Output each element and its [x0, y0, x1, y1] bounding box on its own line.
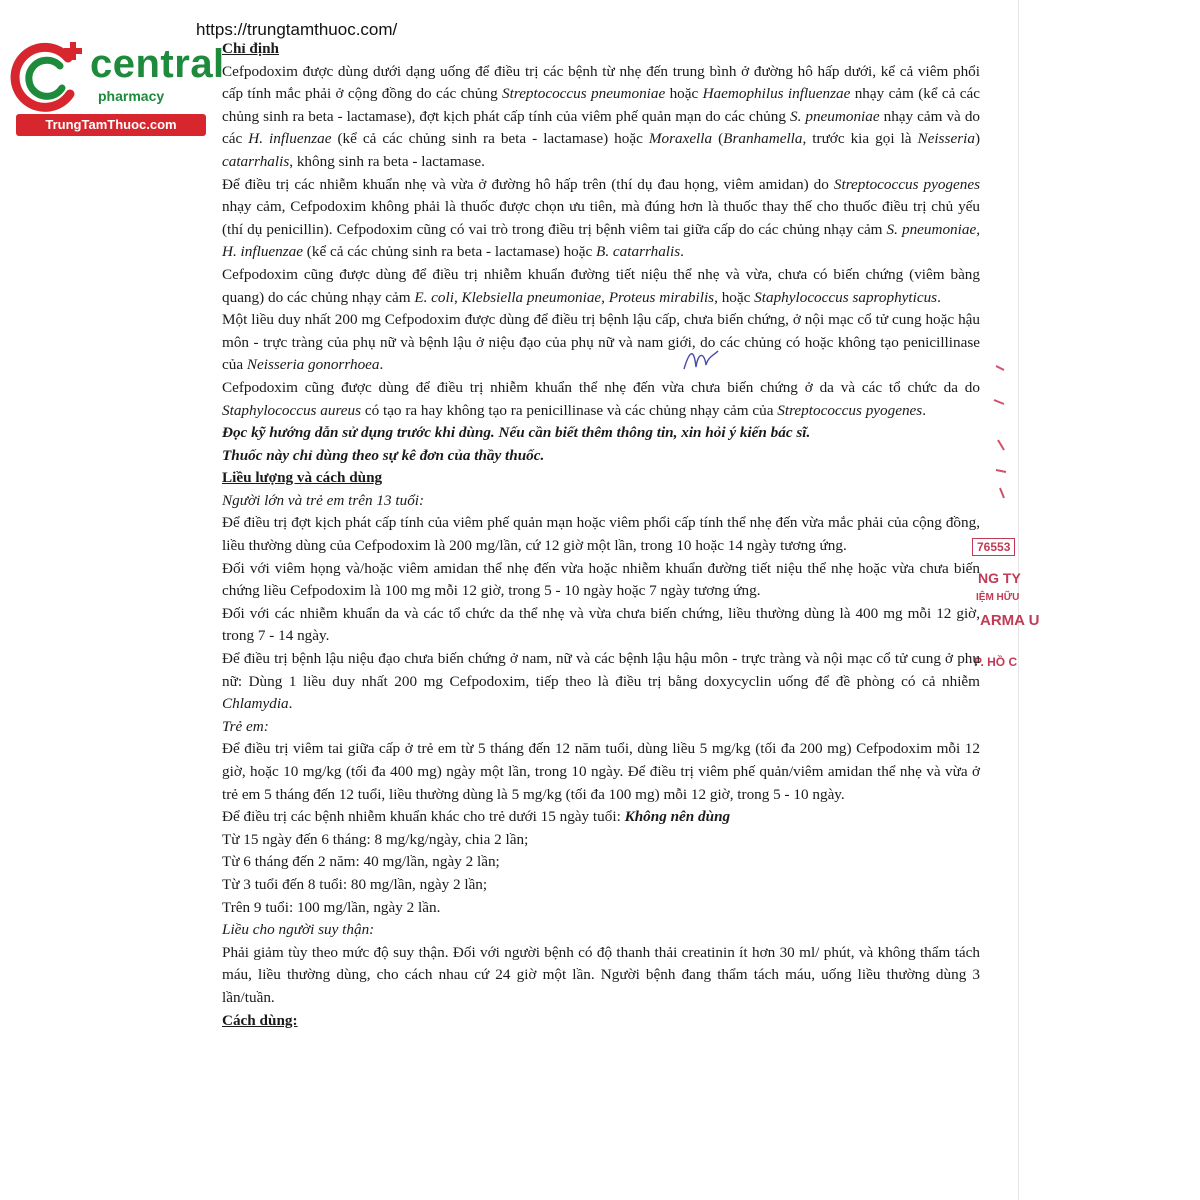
- species-name: B. catarrhalis: [596, 243, 681, 261]
- source-url[interactable]: https://trungtamthuoc.com/: [196, 20, 398, 39]
- paragraph: [222, 648, 980, 716]
- text-run: Cefpodoxim cũng được dùng để điều trị nhiễm khuẩn thể nhẹ đến vừa chưa biến chứng ở da và các tổ chức da do: [222, 378, 980, 396]
- text-run: Để điều trị các bệnh nhiễm khuẩn khác cho trẻ dưới 15 ngày tuổi:: [222, 808, 625, 826]
- text-run: .: [680, 243, 684, 261]
- paragraph: [222, 61, 980, 174]
- species-name: Streptococcus pyogenes: [777, 401, 923, 419]
- species-name: Streptococcus pneumoniae: [502, 85, 666, 103]
- warning-read-instructions: Đọc kỹ hướng dẫn sử dụng trước khi dùng. Nếu cần biết thêm thông tin, xin hỏi ý kiến bác sĩ.: [222, 424, 811, 442]
- section-title-dosage: Liều lượng và cách dùng: [222, 469, 383, 487]
- species-name: S. pneumoniae, H. influenzae: [222, 220, 981, 261]
- text-run: , không sinh ra beta - lactamase.: [289, 152, 485, 170]
- logo-wordmark: central: [90, 42, 225, 86]
- species-name: Neisseria: [917, 130, 975, 148]
- text-run: , hoặc: [714, 288, 755, 306]
- logo-site-band: TrungTamThuoc.com: [16, 114, 206, 136]
- species-name: Haemophilus influenzae: [702, 85, 851, 103]
- paragraph: [222, 309, 980, 377]
- dose-line: Từ 6 tháng đến 2 năm: 40 mg/lần, ngày 2 lần;: [222, 853, 500, 871]
- text-run: .: [937, 288, 941, 306]
- species-name: Branhamella: [723, 130, 803, 148]
- leaflet-body: [222, 38, 980, 1032]
- paragraph: Để điều trị viêm tai giữa cấp ở trẻ em từ 5 tháng đến 12 năm tuổi, dùng liều 5 mg/kg (tối đa 200 mg) Cefpodoxim mỗi 12 giờ, hoặc 10 mg/kg (tối đa 400 mg) ngày một lần, trong 10 ngày. Để điều trị viêm phế quản/viêm amidan thể nhẹ và vừa ở trẻ em 5 tháng đến 12 tuổi, liều thường dùng là 5 mg/kg (tối đa 100 mg) mỗi 12 giờ, trong 5 - 10 ngày.: [222, 740, 980, 803]
- text-run: .: [922, 401, 926, 419]
- text-run: Cefpodoxim cũng được dùng để điều trị nhiễm khuẩn đường tiết niệu thể nhẹ và vừa, chưa có biến chứng (viêm bàng quang) do các chủng nhạy cảm: [222, 265, 980, 306]
- text-run: nhạy cảm, Cefpodoxim không phải là thuốc được chọn ưu tiên, mà đúng hơn là thuốc thay thế cho thuốc điều trị chủ yếu (thí dụ penicillin). Cefpodoxim cũng có vai trò trong điều trị bệnh viêm tai giữa cấp do các chủng nhạy cảm: [222, 198, 980, 238]
- paragraph: Đối với viêm họng và/hoặc viêm amidan thể nhẹ đến vừa hoặc nhiễm khuẩn đường tiết niệu thể nhẹ hoặc vừa chưa biến chứng liều Cefpodoxim là 100 mg mỗi 12 giờ, trong 5 - 10 ngày hoặc 7 ngày tương ứng.: [222, 559, 980, 600]
- text-run: (kể cả các chủng sinh ra beta - lactamase) hoặc: [331, 130, 649, 148]
- text-run: ): [974, 130, 980, 148]
- text-run: .: [288, 695, 293, 713]
- species-name: Moraxella: [648, 130, 713, 148]
- text-run: .: [379, 356, 384, 374]
- species-name: H. influenzae: [248, 130, 332, 148]
- stamp-line: NG TY: [978, 570, 1021, 586]
- stamp-line: P. HỒ C: [974, 655, 1018, 669]
- subsection-children: Trẻ em:: [222, 717, 269, 735]
- pharmacy-logo[interactable]: [10, 36, 225, 138]
- species-name: Neisseria gonorrhoea: [246, 356, 380, 374]
- subsection-adults: Người lớn và trẻ em trên 13 tuổi:: [222, 491, 425, 509]
- text-run: (: [712, 130, 724, 148]
- text-run: Để điều trị các nhiễm khuẩn nhẹ và vừa ở đường hô hấp trên (thí dụ đau họng, viêm amidan) do: [222, 175, 834, 193]
- species-name: Staphylococcus saprophyticus: [754, 288, 938, 306]
- species-name: Staphylococcus aureus: [222, 401, 362, 419]
- species-name: Streptococcus pyogenes: [833, 175, 981, 193]
- paragraph: [222, 806, 980, 829]
- text-run: Cefpodoxim được dùng dưới dạng uống để điều trị các bệnh từ nhẹ đến trung bình ở đường hô hấp dưới, kể cả viêm phổi cấp tính mắc phải ở cộng đồng do các chủng: [222, 62, 980, 103]
- dose-line: Từ 15 ngày đến 6 tháng: 8 mg/kg/ngày, chia 2 lần;: [222, 830, 529, 848]
- species-name: catarrhalis: [222, 152, 290, 170]
- red-seal-fragment: [990, 360, 1010, 500]
- paragraph: Đối với các nhiễm khuẩn da và các tổ chức da thể nhẹ và vừa chưa biến chứng, liều thường dùng là 400 mg mỗi 12 giờ, trong 7 - 14 ngày.: [222, 604, 980, 645]
- paragraph: [222, 264, 980, 309]
- logo-subtitle: pharmacy: [98, 88, 165, 104]
- species-name: S. pneumoniae: [789, 107, 880, 125]
- text-run: Một liều duy nhất 200 mg Cefpodoxim được dùng để điều trị bệnh lậu cấp, chưa biến chứng, ở nội mạc cổ tử cung hoặc hậu môn - trực tràng của phụ nữ và bệnh lậu ở niệu đạo của phụ nữ và nam giới, do các chủng có hoặc không tạo penicillinase của: [222, 311, 980, 374]
- text-run: , trước kia gọi là: [802, 130, 918, 148]
- paragraph: Phải giảm tùy theo mức độ suy thận. Đối với người bệnh có độ thanh thải creatinin ít hơn 30 ml/ phút, và không thẩm tách máu, liều thường dùng, cho cách nhau cứ 24 giờ một lần. Người bệnh đang thẩm tách máu, uống liều thường dùng 3 lần/tuần.: [222, 943, 980, 1006]
- paragraph: Để điều trị đợt kịch phát cấp tính của viêm phế quản mạn hoặc viêm phổi cấp tính thể nhẹ đến vừa mắc phải của cộng đồng, liều thường dùng của Cefpodoxim là 200 mg/lần, cứ 12 giờ một lần, trong 10 hoặc 14 ngày tương ứng.: [222, 514, 980, 555]
- central-pharmacy-icon: [10, 36, 90, 116]
- text-run: Để điều trị bệnh lậu niệu đạo chưa biến chứng ở nam, nữ và các bệnh lậu hậu môn - trực tràng và nội mạc cổ tử cung ở phụ nữ: Dùng 1 liều duy nhất 200 mg Cefpodoxim, tiếp theo là điều trị bằng doxycyclin uống để đề phòng có cả nhiễm: [222, 650, 980, 690]
- text-run: có tạo ra hay không tạo ra penicillinase và các chủng nhạy cảm của: [361, 401, 778, 419]
- not-recommended-note: Không nên dùng: [624, 808, 731, 826]
- subsection-renal: Liều cho người suy thận:: [222, 921, 375, 939]
- paragraph: [222, 377, 980, 422]
- text-run: nhạy cảm (kể cả các chủng sinh ra beta - lactamase), đợt kịch phát cấp tính của viêm phế quản mạn do các chủng: [222, 85, 980, 125]
- section-title-administration: Cách dùng:: [222, 1011, 298, 1029]
- stamp-number: 76553: [972, 538, 1015, 556]
- stamp-line: ARMA U: [980, 612, 1040, 629]
- species-name: E. coli, Klebsiella pneumoniae, Proteus mirabilis: [414, 288, 715, 306]
- text-run: nhạy cảm và do các: [222, 107, 981, 148]
- dose-line: Trên 9 tuổi: 100 mg/lần, ngày 2 lần.: [222, 898, 441, 916]
- text-run: hoặc: [665, 85, 703, 103]
- paragraph: [222, 174, 980, 264]
- section-title-indications: Chỉ định: [222, 40, 279, 57]
- dose-line: Từ 3 tuổi đến 8 tuổi: 80 mg/lần, ngày 2 lần;: [222, 875, 488, 893]
- text-run: (kể cả các chủng sinh ra beta - lactamase) hoặc: [303, 243, 597, 261]
- warning-prescription-only: Thuốc này chỉ dùng theo sự kê đơn của thầy thuốc.: [222, 446, 545, 464]
- stamp-line: IỆM HỮU: [976, 592, 1020, 603]
- species-name: Chlamydia: [222, 695, 289, 713]
